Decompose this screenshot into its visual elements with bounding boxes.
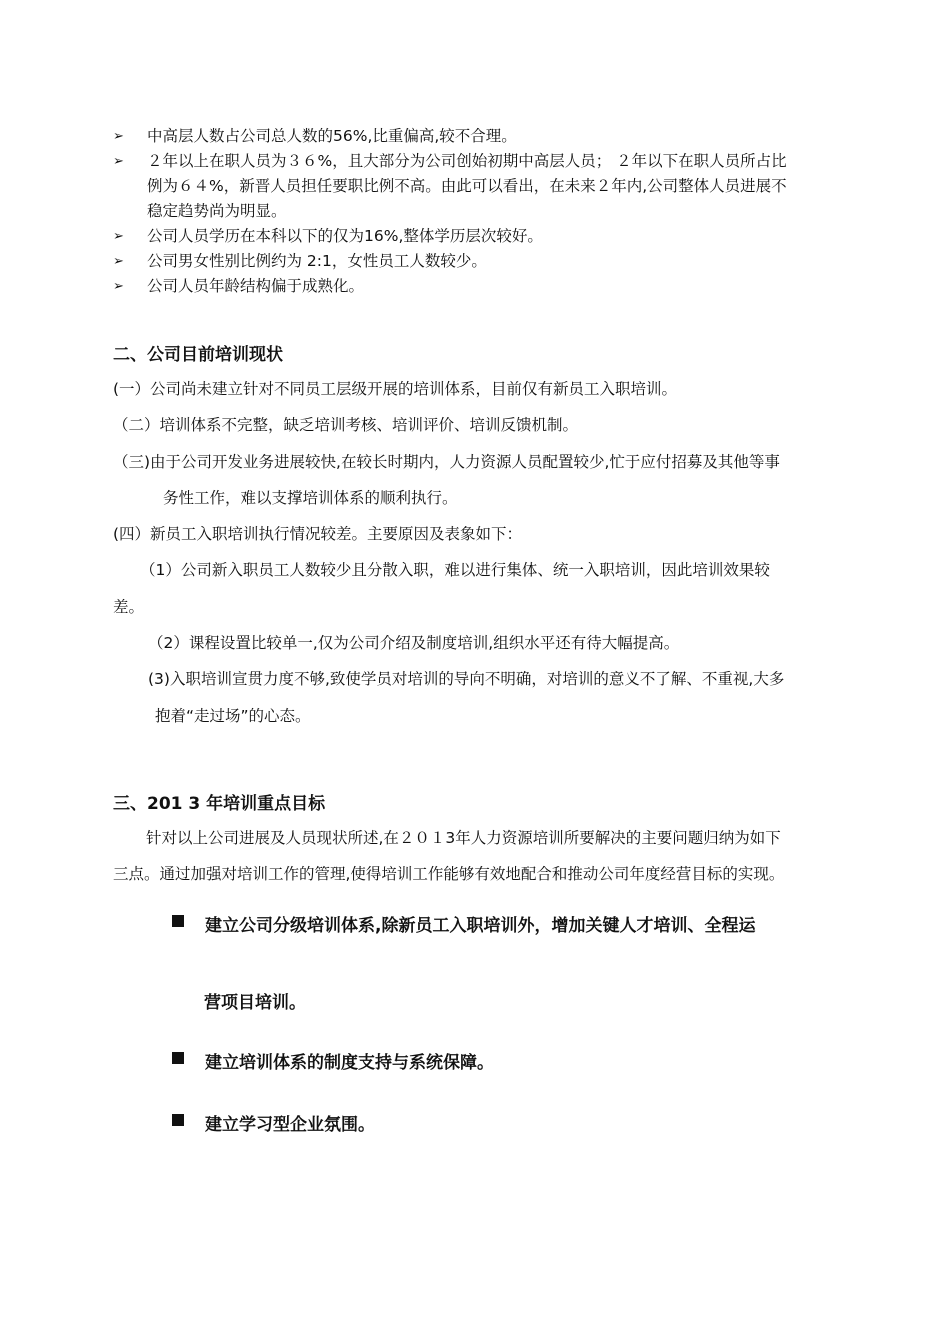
arrow-bullet-icon: ➢ <box>113 154 124 169</box>
paragraph-line: (四）新员工入职培训执行情况较差。主要原因及表象如下： <box>113 525 523 543</box>
list-item: ➢ ２年以上在职人员为３６%，且大部分为公司创始初期中高层人员； ２年以下在职人员所占比 例为６４%，新晋人员担任要职比例不高。由此可以看出，在未来２年内,公司整体人员进展不 稳定趋势尚为明显。 <box>113 149 843 224</box>
square-bullet-icon <box>172 1114 184 1126</box>
list-item: ➢ 公司人员年龄结构偏于成熟化。 <box>113 274 843 299</box>
arrow-bullet-icon: ➢ <box>113 254 124 269</box>
paragraph-line: （二）培训体系不完整，缺乏培训考核、培训评价、培训反馈机制。 <box>113 416 579 434</box>
list-item: ➢ 公司人员学历在本科以下的仅为16%,整体学历层次较好。 <box>113 224 843 249</box>
paragraph-line: 针对以上公司进展及人员现状所述,在２０１3年人力资源培训所要解决的主要问题归纳为如下 <box>146 829 781 847</box>
goal-item-continuation: 营项目培训。 <box>204 993 306 1013</box>
square-bullet-icon <box>172 1052 184 1064</box>
paragraph-line: (3)入职培训宣贯力度不够,致使学员对培训的导向不明确，对培训的意义不了解、不重视,大多 <box>148 670 785 688</box>
paragraph-line: 三点。通过加强对培训工作的管理,使得培训工作能够有效地配合和推动公司年度经营目标的实现。 <box>113 865 785 883</box>
paragraph-line: 差。 <box>113 598 145 616</box>
document-page: ➢ 中高层人数占公司总人数的56%,比重偏高,较不合理。 ➢ ２年以上在职人员为３６%，且大部分为公司创始初期中高层人员； ２年以下在职人员所占比 例为６４%，新晋人员担任要职比例不高。由此可以看出，在未来２年内,公司整体人员进展不 稳定趋势尚为明显。 ➢ 公司人员学历在本科以下的仅为16%,整体学历层次较好。 ➢ 公司男女性别比例约为 2:1，女性员工人数较少。 ➢ 公司人员年龄结构偏于成熟化。 二、公司目前培训现状 (一）公司尚未建立针对不同员工层级开展的培训体系，目前仅有新员工入职培训。 （二）培训体系不完整，缺乏培训考核、培训评价、培训反馈机制。 （三)由于公司开发业务进展较快,在较长时期内，人力资源人员配置较少,忙于应付招募及其他等事 务性工作，难以支撑培训体系的顺利执行。 (四）新员工入职培训执行情况较差。主要原因及表象如下： （1）公司新入职员工人数较少且分散入职，难以进行集体、统一入职培训，因此培训效果较 差。 （2）课程设置比较单一,仅为公司介绍及制度培训,组织水平还有待大幅提高。 (3)入职培训宣贯力度不够,致使学员对培训的导向不明确，对培训的意义不了解、不重视,大多 抱着“走过场”的心态。 三、201 3 年培训重点目标 针对以上公司进展及人员现状所述,在２０１3年人力资源培训所要解决的主要问题归纳为如下 三点。通过加强对培训工作的管理,使得培训工作能够有效地配合和推动公司年度经营目标的实现。 建立公司分级培训体系,除新员工入职培训外，增加关键人才培训、全程运 营项目培训。 建立培训体系的制度支持与系统保障。 建立学习型企业氛围。 <box>0 0 950 1344</box>
analysis-bullet-list <box>113 124 843 299</box>
arrow-bullet-icon: ➢ <box>113 129 124 144</box>
paragraph-line: 务性工作，难以支撑培训体系的顺利执行。 <box>163 489 458 507</box>
section-heading: 二、公司目前培训现状 <box>113 345 283 365</box>
list-item: ➢ 公司男女性别比例约为 2:1，女性员工人数较少。 <box>113 249 843 274</box>
paragraph-line: 抱着“走过场”的心态。 <box>155 707 311 725</box>
paragraph-line: （2）课程设置比较单一,仅为公司介绍及制度培训,组织水平还有待大幅提高。 <box>148 634 680 652</box>
arrow-bullet-icon: ➢ <box>113 229 124 244</box>
list-item: ➢ 中高层人数占公司总人数的56%,比重偏高,较不合理。 <box>113 124 843 149</box>
square-bullet-icon <box>172 915 184 927</box>
paragraph-line: (一）公司尚未建立针对不同员工层级开展的培训体系，目前仅有新员工入职培训。 <box>113 380 678 398</box>
section-heading: 三、201 3 年培训重点目标 <box>113 794 326 814</box>
arrow-bullet-icon: ➢ <box>113 279 124 294</box>
paragraph-line: （三)由于公司开发业务进展较快,在较长时期内，人力资源人员配置较少,忙于应付招募及其他等事 <box>113 453 780 471</box>
paragraph-line: （1）公司新入职员工人数较少且分散入职，难以进行集体、统一入职培训，因此培训效果较 <box>140 561 770 579</box>
